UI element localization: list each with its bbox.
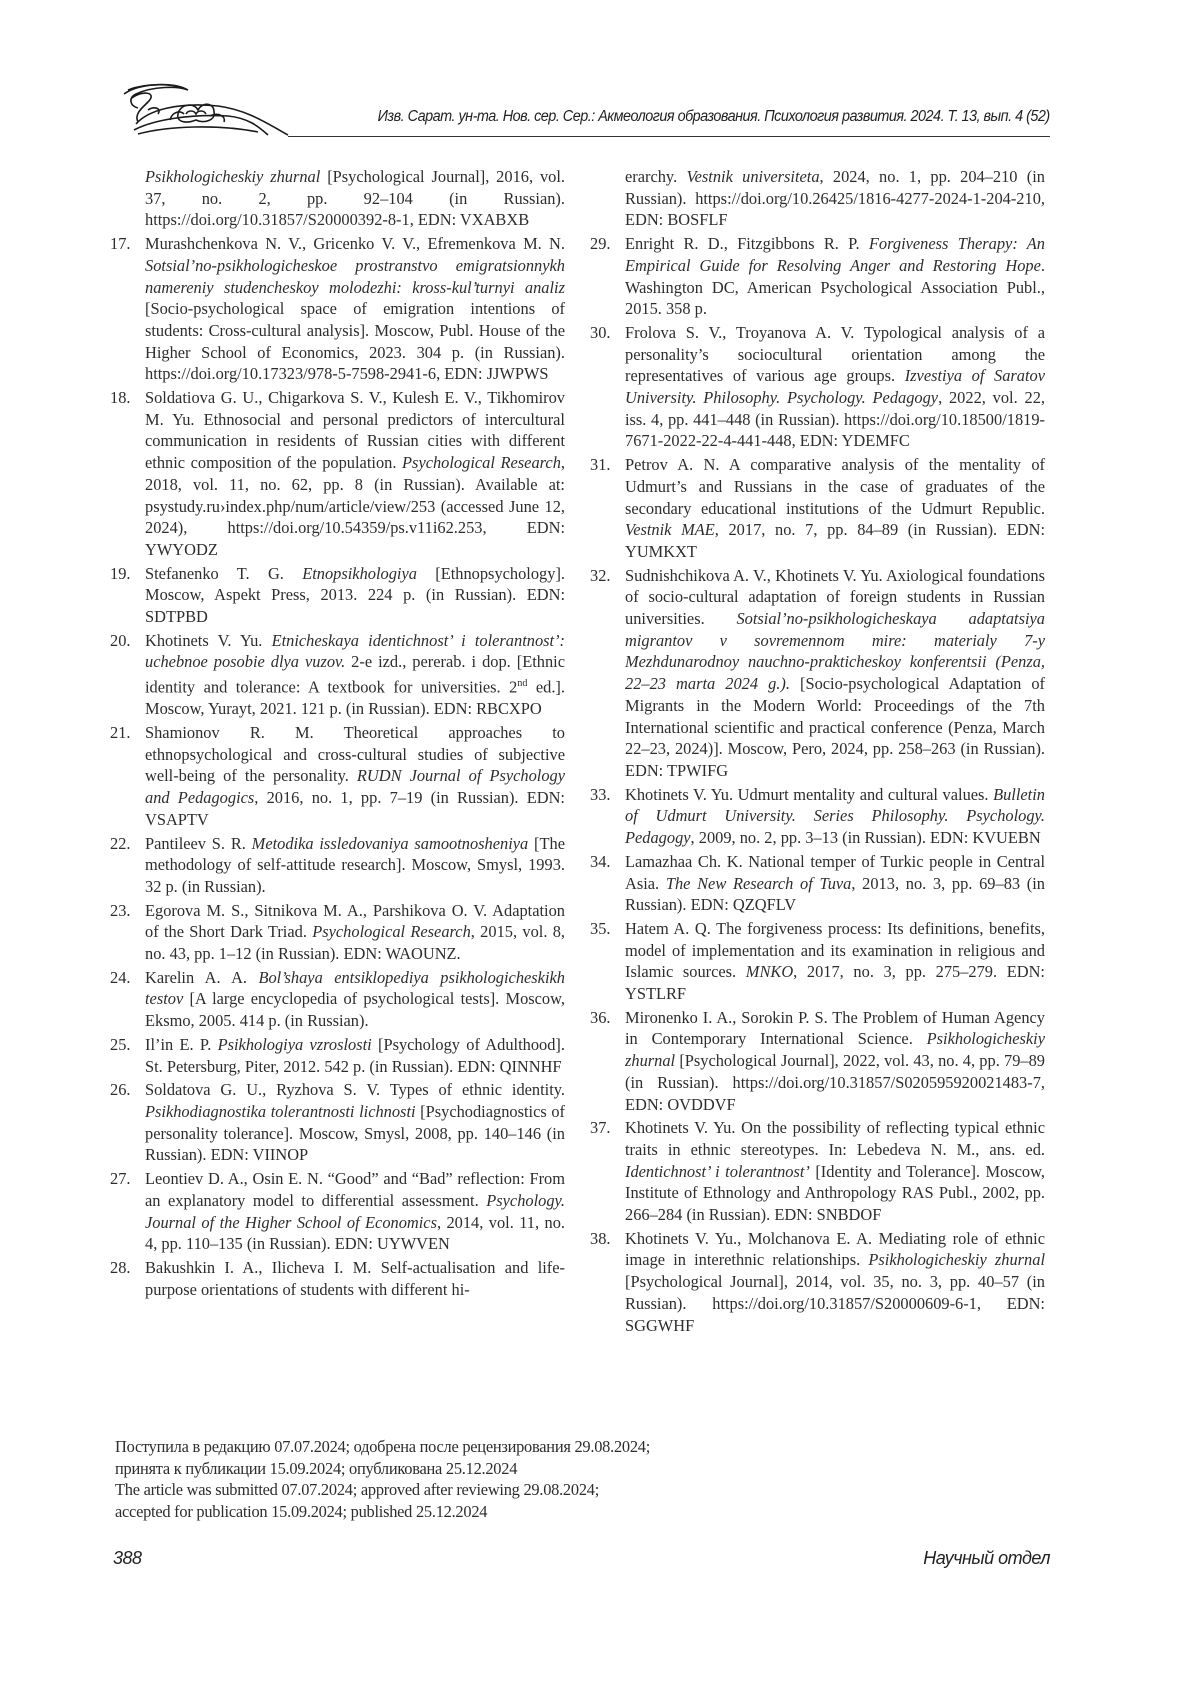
reference-item — [110, 900, 565, 965]
reference-text: [Psychodiagnostics of personality tolerance]. Moscow, Smysl, 2008, pp. 140–146 (in Russian). EDN: VIINOP — [145, 1102, 565, 1165]
reference-item — [590, 322, 1045, 452]
reference-number: 27. — [110, 1169, 131, 1189]
reference-number: 22. — [110, 833, 131, 853]
reference-text: , 2024, no. 1, pp. 204–210 (in Russian). https://doi.org/10.26425/1816-4277-2024-1-204-210, EDN: BOSFLF — [625, 167, 1045, 230]
reference-title: Psikhologicheskiy zhurnal — [625, 1029, 1045, 1071]
reference-text: , 2009, no. 2, pp. 3–13 (in Russian). EDN: KVUEBN — [690, 828, 1041, 848]
reference-text: [Socio-psychological Adaptation of Migrants in the Modern World: Proceedings of the 7th International scientific and practical conference (Penza, March 22–23, 2024)]. Moscow, Pero, 2024, pp. 258–263 (in Russian). EDN: TPWIFG — [625, 674, 1045, 780]
reference-title: Etnicheskaya identichnost’ i tolerantnost’: uchebnoe posobie dlya vuzov. — [145, 630, 565, 672]
reference-number: 38. — [590, 1228, 611, 1248]
reference-item — [590, 1007, 1045, 1116]
reference-text: ed.]. Moscow, Yurayt, 2021. 121 p. (in Russian). EDN: RBCXPO — [145, 677, 565, 719]
reference-item — [110, 1034, 565, 1077]
reference-number: 20. — [110, 630, 131, 650]
reference-text: [Identity and Tolerance]. Moscow, Institute of Ethnology and Anthropology RAS Publ., 2002, pp. 266–284 (in Russian). EDN: SNBDOF — [625, 1161, 1045, 1225]
dates-en-line-1: The article was submitted 07.07.2024; approved after reviewing 29.08.2024; — [115, 1480, 600, 1500]
reference-number: 26. — [110, 1080, 131, 1100]
section-name: Научный отдел — [923, 1548, 1050, 1568]
reference-text: [Psychological Journal], 2022, vol. 43, no. 4, pp. 79–89 (in Russian). https://doi.org/10.31857/S020595920021483-7, EDN: OVDDVF — [625, 1051, 1045, 1114]
reference-text: Egorova M. S., Sitnikova M. A., Parshikova O. V. Adaptation of the Short Dark Triad. — [145, 900, 565, 942]
reference-item — [590, 1228, 1045, 1337]
reference-text: Lamazhaa Ch. K. National temper of Turkic people in Central Asia. — [625, 851, 1045, 893]
reference-text: Karelin A. A. — [145, 967, 259, 987]
reference-title: MNKO — [745, 962, 794, 982]
reference-title: Psikhologiya vzroslosti — [217, 1034, 372, 1054]
reference-text: Khotinets V. Yu., Molchanova E. A. Mediating role of ethnic image in interethnic relationships. — [625, 1228, 1045, 1270]
reference-text: nd — [517, 678, 528, 690]
reference-item — [110, 387, 565, 561]
reference-text: Soldatiova G. U., Chigarkova S. V., Kulesh E. V., Tikhomirov M. Yu. Ethnosocial and personal predictors of intercultural communication in residents of Russian cities with different ethnic composition of the population. — [145, 388, 565, 473]
journal-title: Изв. Сарат. ун-та. Нов. сер. Сер.: Акмеология образования. Психология развития. 2024. Т. 13, вып. 4 (52) — [377, 108, 1050, 125]
reference-item — [110, 1079, 565, 1166]
reference-text: [Psychological Journal], 2016, vol. 37, no. 2, pp. 92–104 (in Russian). https://doi.org/10.31857/S20000392-8-1, EDN: VXABXB — [145, 167, 565, 230]
references-column-left — [110, 166, 565, 1302]
reference-title: Vestnik universiteta — [686, 167, 820, 186]
reference-number: 35. — [590, 918, 611, 938]
reference-item — [110, 1168, 565, 1255]
reference-text: Khotinets V. Yu. Udmurt mentality and cultural values. — [625, 784, 994, 804]
reference-text: , 2013, no. 3, pp. 69–83 (in Russian). EDN: QZQFLV — [625, 873, 1045, 915]
reference-title: Vestnik MAE — [625, 520, 715, 540]
reference-text: [Psychological Journal], 2014, vol. 35, no. 3, pp. 40–57 (in Russian). https://doi.org/10.31857/S20000609-6-1, EDN: SGGWHF — [625, 1272, 1045, 1335]
running-header — [108, 80, 1050, 138]
reference-number: 36. — [590, 1007, 611, 1027]
reference-text: . Washington DC, American Psychological Association Publ., 2015. 358 p. — [625, 255, 1045, 319]
dates-ru-line-1: Поступила в редакцию 07.07.2024; одобрена после рецензирования 29.08.2024; — [115, 1437, 651, 1456]
reference-text: Mironenko I. A., Sorokin P. S. The Problem of Human Agency in Contemporary International Science. — [625, 1007, 1045, 1049]
reference-item — [110, 833, 565, 898]
reference-title: Metodika issledovaniya samootnosheniya — [251, 833, 529, 853]
reference-text: [Ethnopsychology]. Moscow, Aspekt Press, 2013. 224 p. (in Russian). EDN: SDTPBD — [145, 563, 565, 627]
reference-number: 31. — [590, 455, 611, 475]
reference-text: , 2017, no. 7, pp. 84–89 (in Russian). EDN: YUMKXT — [625, 520, 1045, 561]
reference-number: 19. — [110, 563, 131, 583]
reference-text: erarchy. — [625, 167, 687, 186]
reference-text: Leontiev D. A., Osin E. N. “Good” and “Bad” reflection: From an explanatory model to differential assessment. — [145, 1169, 565, 1210]
reference-title: Psikhologicheskiy zhurnal — [145, 167, 321, 186]
reference-text: [The methodology of self-attitude research]. Moscow, Smysl, 1993. 32 p. (in Russian). — [145, 833, 565, 896]
reference-text: Soldatova G. U., Ryzhova S. V. Types of ethnic identity. — [145, 1080, 565, 1100]
reference-text: [Socio-psychological space of emigration intentions of students: Cross-cultural analysis]. Moscow, Publ. House of the Higher School of Economics, 2023. 304 p. (in Russian). https://doi.org/10.17323/978-5-7598-2941-6, EDN: JJWPWS — [145, 299, 565, 384]
reference-item — [590, 918, 1045, 1005]
reference-item — [110, 967, 565, 1032]
reference-number: 24. — [110, 967, 131, 987]
reference-item — [110, 630, 565, 720]
reference-number: 34. — [590, 851, 611, 871]
publication-dates — [115, 1436, 650, 1523]
reference-title: The New Research of Tuva — [665, 873, 852, 893]
reference-item — [110, 1257, 565, 1300]
page-number: 388 — [113, 1548, 142, 1568]
reference-item — [590, 565, 1045, 782]
reference-text: , 2018, vol. 11, no. 62, pp. 8 (in Russian). Available at: psystudy.ru›index.php/num/article/view/253 (accessed June 12, 2024), https://doi.org/10.54359/ps.v11i62.253, EDN: YWYODZ — [145, 453, 565, 559]
reference-title: Psychology. Journal of the Higher School of Economics — [145, 1190, 565, 1232]
reference-text: Sudnishchikova A. V., Khotinets V. Yu. Axiological foundations of socio-cultural adaptation of foreign students in Russian universities. — [625, 565, 1045, 629]
reference-text: Shamionov R. M. Theoretical approaches to ethnopsychological and cross-cultural studies of subjective well-being of the personality. — [145, 723, 565, 786]
dates-en-line-2: accepted for publication 15.09.2024; published 25.12.2024 — [115, 1502, 488, 1522]
reference-title: Psychological Research — [312, 922, 471, 942]
reference-number: 25. — [110, 1034, 131, 1054]
reference-item — [590, 851, 1045, 916]
reference-item — [590, 1117, 1045, 1226]
reference-text: Hatem A. Q. The forgiveness process: Its definitions, benefits, model of implementation and its examination in religious and Islamic sources. — [625, 918, 1045, 982]
reference-text: Pantileev S. R. — [145, 833, 252, 853]
reference-item — [110, 166, 565, 231]
reference-item — [590, 784, 1045, 849]
reference-title: Izvestiya of Saratov University. Philosophy. Psychology. Pedagogy — [625, 366, 1045, 408]
reference-item — [590, 233, 1045, 320]
reference-title: Psikhologicheskiy zhurnal — [868, 1250, 1045, 1270]
reference-number: 30. — [590, 322, 611, 342]
reference-text: , 2022, vol. 22, iss. 4, pp. 441–448 (in Russian). https://doi.org/10.18500/1819-7671-2022-22-4-441-448, EDN: YDEMFC — [625, 388, 1045, 451]
reference-number: 18. — [110, 388, 131, 408]
reference-text: 2-e izd., pererab. i dop. [Ethnic identity and tolerance: A textbook for universities. 2 — [145, 652, 565, 697]
reference-number: 29. — [590, 234, 611, 254]
reference-text: , 2017, no. 3, pp. 275–279. EDN: YSTLRF — [625, 962, 1045, 1004]
references-column-right — [590, 166, 1045, 1338]
reference-number: 32. — [590, 565, 611, 585]
dates-ru-line-2: принята к публикации 15.09.2024; опубликована 25.12.2024 — [115, 1458, 518, 1478]
reference-number: 21. — [110, 723, 131, 743]
reference-title: Sotsial’no-psikhologicheskoe prostranstvo emigratsionnykh namereniy studencheskoy molodezhi: kross-kul’turnyi analiz — [145, 255, 565, 297]
reference-number: 33. — [590, 784, 611, 804]
reference-text: Frolova S. V., Troyanova A. V. Typological analysis of a personality’s sociocultural orientation among the representatives of various age groups. — [625, 322, 1045, 386]
reference-title: Etnopsikhologiya — [302, 563, 417, 583]
reference-number: 23. — [110, 900, 131, 920]
reference-number: 28. — [110, 1257, 131, 1277]
reference-title: RUDN Journal of Psychology and Pedagogics — [145, 766, 565, 808]
header-rule — [288, 136, 1050, 137]
reference-item — [110, 722, 565, 831]
reference-title: Bol’shaya entsiklopediya psikhologicheskikh testov — [145, 967, 565, 1009]
reference-text: Khotinets V. Yu. — [145, 630, 272, 650]
reference-title: Bulletin of Udmurt University. Series Philosophy. Psychology. Pedagogy — [625, 784, 1045, 848]
journal-logo-ornament-icon — [108, 80, 298, 138]
reference-title: Sotsial’no-psikhologicheskaya adaptatsiya migrantov v sovremennom mire: materialy 7-y Mezhdunarodnoy nauchno-prakticheskoy konferentsii (Penza, 22–23 marta 2024 g.). — [625, 609, 1046, 694]
reference-title: Identichnost’ i tolerantnost’ — [625, 1161, 810, 1181]
reference-text: , 2014, vol. 11, no. 4, pp. 110–135 (in Russian). EDN: UYWVEN — [145, 1212, 565, 1254]
reference-item — [590, 166, 1045, 231]
reference-number: 37. — [590, 1118, 611, 1138]
reference-title: Psychological Research — [402, 453, 561, 473]
reference-text: [A large encyclopedia of psychological tests]. Moscow, Eksmo, 2005. 414 p. (in Russian). — [145, 989, 565, 1031]
reference-text: Il’in E. P. — [145, 1034, 218, 1054]
reference-title: Psikhodiagnostika tolerantnosti lichnosti — [145, 1102, 416, 1121]
reference-text: Stefanenko T. G. — [145, 563, 303, 583]
reference-title: Forgiveness Therapy: An Empirical Guide for Resolving Anger and Restoring Hope — [625, 234, 1045, 275]
reference-item — [110, 233, 565, 385]
reference-text: , 2015, vol. 8, no. 43, pp. 1–12 (in Russian). EDN: WAOUNZ. — [145, 922, 566, 964]
reference-text: Enright R. D., Fitzgibbons R. P. — [625, 234, 869, 254]
reference-text: Bakushkin I. A., Ilicheva I. M. Self-actualisation and life-purpose orientations of students with different hi- — [145, 1257, 565, 1299]
reference-item — [590, 454, 1045, 563]
reference-text: Khotinets V. Yu. On the possibility of reflecting typical ethnic traits in ethnic stereotypes. In: Lebedeva N. M., ans. ed. — [625, 1118, 1045, 1159]
reference-number: 17. — [110, 234, 131, 254]
reference-item — [110, 563, 565, 628]
reference-text: Petrov A. N. A comparative analysis of the mentality of Udmurt’s and Russians in the case of graduates of the secondary educational institutions of the Udmurt Republic. — [625, 455, 1045, 518]
reference-text: Murashchenkova N. V., Gricenko V. V., Efremenkova M. N. — [145, 234, 565, 254]
reference-text: , 2016, no. 1, pp. 7–19 (in Russian). EDN: VSAPTV — [145, 788, 565, 829]
reference-text: [Psychology of Adulthood]. St. Petersburg, Piter, 2012. 542 p. (in Russian). EDN: QINNHF — [145, 1034, 565, 1076]
